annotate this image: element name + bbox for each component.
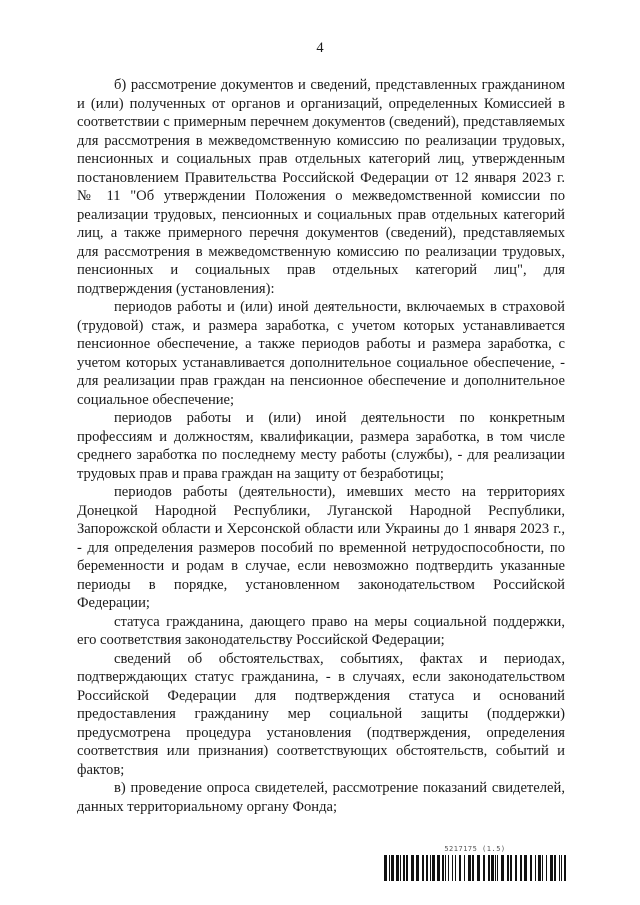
paragraph-citizen-status: статуса гражданина, дающего право на меры социальной поддержки, его соответствия законодательству Российской Федерации; <box>77 613 565 648</box>
paragraph-circumstances: сведений об обстоятельствах, событиях, фактах и периодах, подтверждающих статус гражданина, - в случаях, если законодательством Российской Федерации для подтверждения статуса и оснований предоставления гражданину мер социальной защиты (поддержки) предусмотрена процедура установления (подтверждения, определения соответствия или признания) соответствующих обстоятельств, событий и фактов; <box>77 650 565 778</box>
barcode-code: 5217175 (1.5) <box>444 845 506 853</box>
page-number: 4 <box>316 40 324 56</box>
paragraph-b: б) рассмотрение документов и сведений, представленных гражданином и (или) полученных от органов и организаций, определенных Комиссией в соответствии с примерным перечнем документов (сведений), представляемых для рассмотрения в межведомственную комиссию по реализации трудовых, пенсионных и социальных прав отдельных категорий лиц, утвержденным постановлением Правительства Российской Федерации от 12 января 2023 г. № 11 "Об утверждении Положения о межведомственной комиссии по реализации трудовых, пенсионных и социальных прав отдельных категорий лиц, а также примерного перечня документов (сведений), представляемых для рассмотрения в межведомственную комиссию по реализации трудовых, пенсионных и социальных прав отдельных категорий лиц", для подтверждения (установления): <box>77 77 565 297</box>
document-body <box>77 76 565 816</box>
paragraph-work-periods-labor: периодов работы и (или) иной деятельности по конкретным профессиям и должностям, квалификации, размера заработка, в том числе среднего заработка по последнему месту работы (службы), - для реализации трудовых прав и права граждан на защиту от безработицы; <box>77 410 565 482</box>
paragraph-work-periods-territories: периодов работы (деятельности), имевших место на территориях Донецкой Народной Республики, Луганской Народной Республики, Запорожской области и Херсонской области или Украины до 1 января 2023 г., - для определения размеров пособий по временной нетрудоспособности, по беременности и родам в случае, если невозможно подтвердить указанные периоды в порядке, установленном законодательством Российской Федерации; <box>77 484 565 611</box>
barcode-bar <box>564 855 566 881</box>
barcode-bars <box>384 855 566 881</box>
paragraph-v: в) проведение опроса свидетелей, рассмотрение показаний свидетелей, данных территориальному органу Фонда; <box>77 780 565 815</box>
document-barcode <box>384 845 566 881</box>
paragraph-work-periods-pension: периодов работы и (или) иной деятельности, включаемых в страховой (трудовой) стаж, и размера заработка, с учетом которых устанавливается пенсионное обеспечение, а также периодов работы и размера заработка, с учетом которых устанавливается дополнительное социальное обеспечение, - для реализации прав граждан на пенсионное обеспечение и дополнительное социальное обеспечение; <box>77 299 565 408</box>
